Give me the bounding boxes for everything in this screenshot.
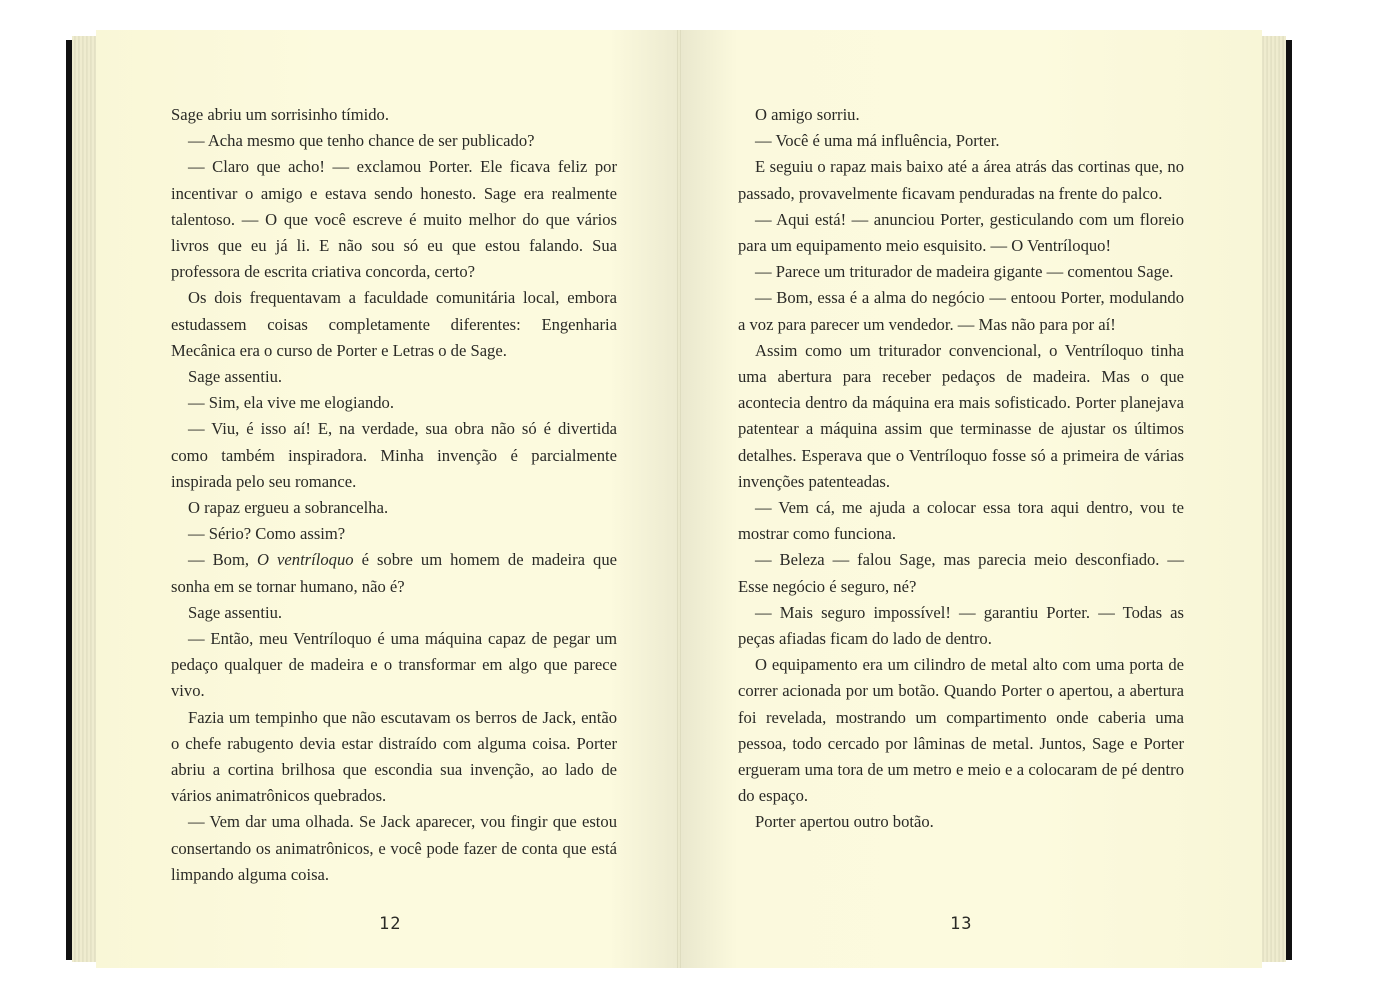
paragraph: Sage assentiu.: [188, 602, 283, 622]
book-gutter: [677, 30, 681, 968]
paragraph: — Vem dar uma olhada. Se Jack aparecer, vou fingir que estou consertando os animatrônicos, e você pode fazer de conta que está limpando alguma coisa.: [171, 812, 617, 884]
right-page-text: [738, 102, 1184, 836]
paragraph: Sage abriu um sorrisinho tímido.: [171, 105, 390, 124]
paragraph: — Beleza — falou Sage, mas parecia meio desconfiado. — Esse negócio é seguro, né?: [738, 550, 1184, 596]
paragraph: — Acha mesmo que tenho chance de ser publicado?: [188, 131, 535, 151]
paragraph: — Sério? Como assim?: [188, 524, 346, 544]
paragraph: — Vem cá, me ajuda a colocar essa tora aqui dentro, vou te mostrar como funciona.: [738, 498, 1184, 544]
text-run: — Bom,: [188, 550, 258, 570]
right-page: [679, 30, 1262, 968]
paragraph: — Aqui está! — anunciou Porter, gesticulando com um floreio para um equipamento meio esquisito. — O Ventríloquo!: [738, 209, 1184, 256]
book-title-italic: O ventríloquo: [257, 550, 354, 570]
paragraph: Fazia um tempinho que não escutavam os berros de Jack, então o chefe rabugento devia estar distraído com alguma coisa. Porter abriu a cortina brilhosa que escondia sua invenção, ao lado de vários animatrônicos quebrados.: [171, 707, 617, 806]
text-run: é sobre um homem de madeira que sonha em se tornar humano, não é?: [171, 550, 618, 596]
page-number: 12: [379, 914, 402, 934]
paragraph: Os dois frequentavam a faculdade comunitária local, embora estudassem coisas completamente diferentes: Engenharia Mecânica era o curso de Porter e Letras o de Sage.: [171, 288, 617, 360]
paragraph: — Então, meu Ventríloquo é uma máquina capaz de pegar um pedaço qualquer de madeira e o transformar em algo que parece vivo.: [171, 629, 617, 701]
paragraph: — Viu, é isso aí! E, na verdade, sua obra não só é divertida como também inspiradora. Minha invenção é parcialmente inspirada pelo seu romance.: [171, 419, 617, 491]
paragraph: [171, 547, 617, 599]
paragraph: Sage assentiu.: [188, 367, 283, 387]
paragraph: O amigo sorriu.: [755, 105, 860, 124]
paragraph: — Claro que acho! — exclamou Porter. Ele ficava feliz por incentivar o amigo e estava sendo honesto. Sage era realmente talentoso. — O que você escreve é muito melhor do que vários livros que eu já li. E não sou só eu que estou falando. Sua professora de escrita criativa concorda, certo?: [171, 157, 617, 282]
page-stack-right: [1258, 36, 1286, 962]
left-page: [96, 30, 679, 968]
paragraph: — Você é uma má influência, Porter.: [755, 131, 1000, 151]
paragraph: — Parece um triturador de madeira gigante — comentou Sage.: [755, 262, 1174, 282]
paragraph: Assim como um triturador convencional, o Ventríloquo tinha uma abertura para receber pedaços de madeira. Mas o que acontecia dentro da máquina era mais sofisticado. Porter planejava patentear a máquina assim que terminasse de ajustar os últimos detalhes. Esperava que o Ventríloquo fosse só a primeira de várias invenções patenteadas.: [738, 340, 1184, 491]
left-page-text: [171, 102, 617, 888]
page-number: 13: [950, 914, 973, 934]
paragraph: E seguiu o rapaz mais baixo até a área atrás das cortinas que, no passado, provavelmente ficavam penduradas na frente do palco.: [738, 157, 1184, 203]
paragraph: O equipamento era um cilindro de metal alto com uma porta de correr acionada por um botão. Quando Porter o apertou, a abertura foi revelada, mostrando um compartimento onde caberia uma pessoa, todo cercado por lâminas de metal. Juntos, Sage e Porter ergueram uma tora de um metro e meio e a colocaram de pé dentro do espaço.: [738, 655, 1184, 806]
paragraph: Porter apertou outro botão.: [755, 812, 934, 832]
paragraph: — Mais seguro impossível! — garantiu Porter. — Todas as peças afiadas ficam do lado de dentro.: [738, 602, 1184, 649]
paragraph: — Bom, essa é a alma do negócio — entoou Porter, modulando a voz para parecer um vendedor. — Mas não para por aí!: [738, 288, 1184, 334]
paragraph: O rapaz ergueu a sobrancelha.: [188, 498, 389, 518]
open-book: [66, 30, 1292, 968]
book-cover-edge-right: [1286, 40, 1292, 960]
paragraph: — Sim, ela vive me elogiando.: [188, 393, 394, 413]
